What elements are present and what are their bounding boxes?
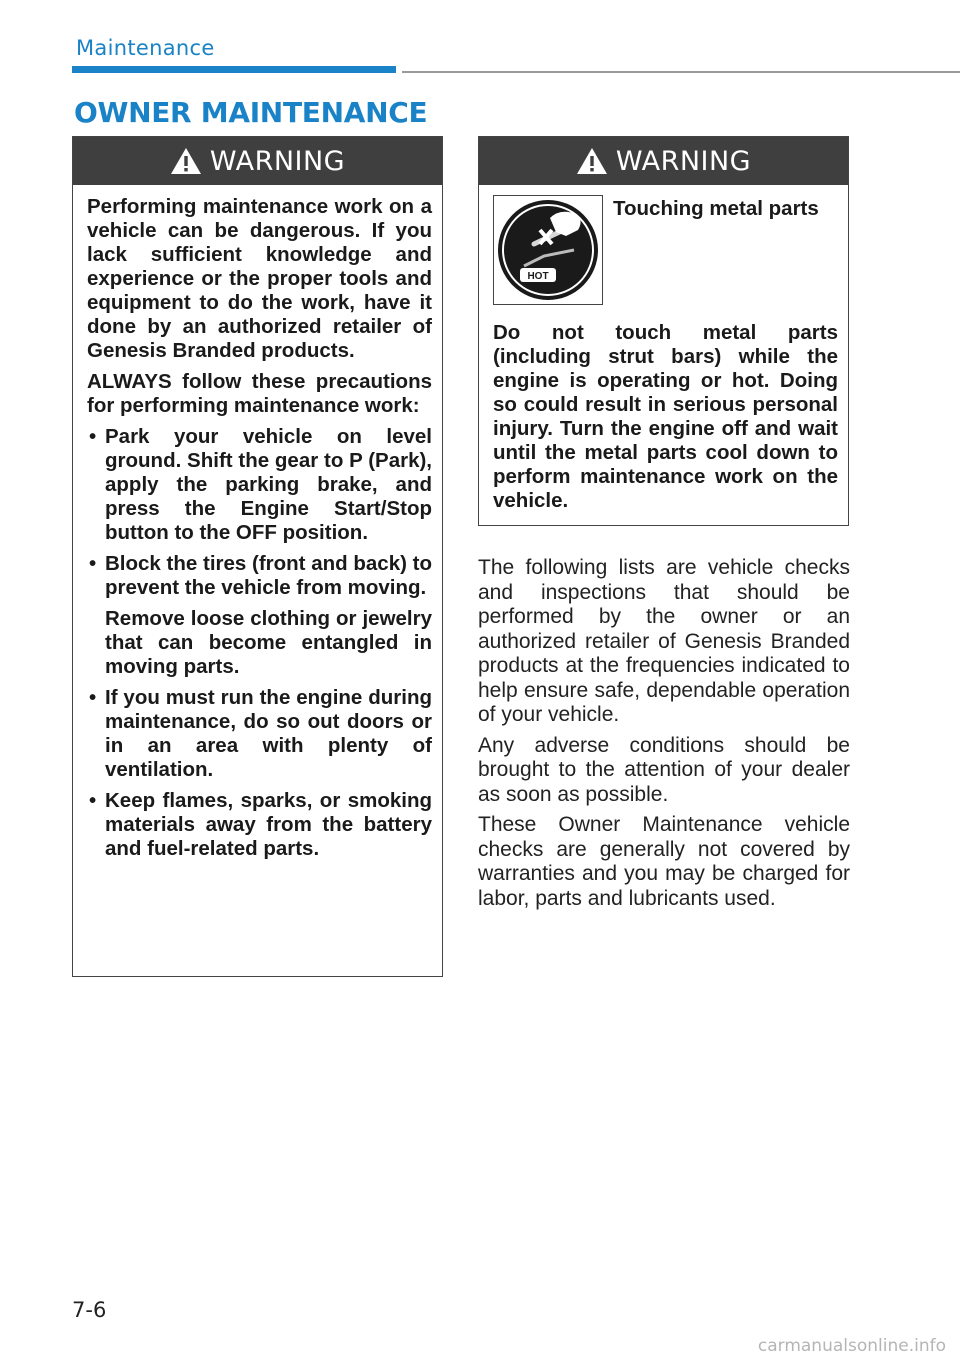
page-number: 7-6	[72, 1298, 107, 1322]
list-item: • Keep flames, sparks, or smoking materials away from the battery and fuel-related parts.	[87, 789, 432, 861]
list-item: • If you must run the engine during maintenance, do so out doors or in an area with plenty of ventilation.	[87, 686, 432, 782]
watermark: carmanualsonline.info	[757, 1336, 946, 1356]
list-item: • Park your vehicle on level ground. Shift the gear to P (Park), apply the parking brake, and press the Engine Start/Stop button to the OFF position.	[87, 425, 432, 545]
header-rule-accent	[72, 66, 396, 73]
warning-body	[479, 185, 848, 513]
body-paragraph: The following lists are vehicle checks and inspections that should be performed by the owner or an authorized retailer of Genesis Branded products at the frequencies indicated to help ensure safe, dependable operation of your vehicle.	[478, 556, 850, 726]
hot-row	[493, 195, 838, 305]
header-rule	[402, 71, 960, 73]
sub-note: Remove loose clothing or jewelry that can become entangled in moving parts.	[105, 607, 432, 678]
precaution-list	[87, 425, 432, 861]
warning-label: WARNING	[615, 145, 752, 177]
warning-triangle-icon	[170, 147, 202, 175]
warning-box-left	[72, 136, 443, 977]
warning-heading: Touching metal parts	[613, 197, 819, 220]
warning-body	[73, 185, 442, 861]
warning-box-right	[478, 136, 849, 526]
list-item: • Block the tires (front and back) to prevent the vehicle from moving. Remove loose clothing or jewelry that can become entangled in moving parts.	[87, 552, 432, 679]
warning-triangle-icon	[576, 147, 608, 175]
body-paragraph: Any adverse conditions should be brought to the attention of your dealer as soon as possible.	[478, 733, 850, 806]
warning-intro: Performing maintenance work on a vehicle can be dangerous. If you lack sufficient knowledge and experience or the proper tools and equipment to do the work, have it done by an authorized retailer of Genesis Branded products.	[87, 195, 432, 362]
body-text	[478, 556, 850, 917]
warning-header	[73, 137, 442, 185]
page-title: OWNER MAINTENANCE	[74, 96, 428, 129]
warning-always: ALWAYS follow these precautions for performing maintenance work:	[87, 370, 432, 417]
section-label: Maintenance	[76, 36, 215, 60]
warning-header	[479, 137, 848, 185]
warning-text: Do not touch metal parts (including strut bars) while the engine is operating or hot. Doing so could result in serious personal injury. Turn the engine off and wait until the metal parts cool down to perform maintenance work on the vehicle.	[493, 321, 838, 512]
hot-surface-hand-icon	[493, 195, 603, 305]
hot-label: HOT	[527, 271, 549, 282]
body-paragraph: These Owner Maintenance vehicle checks are generally not covered by warranties and you may be charged for labor, parts and lubricants used.	[478, 813, 850, 910]
warning-label: WARNING	[209, 145, 346, 177]
